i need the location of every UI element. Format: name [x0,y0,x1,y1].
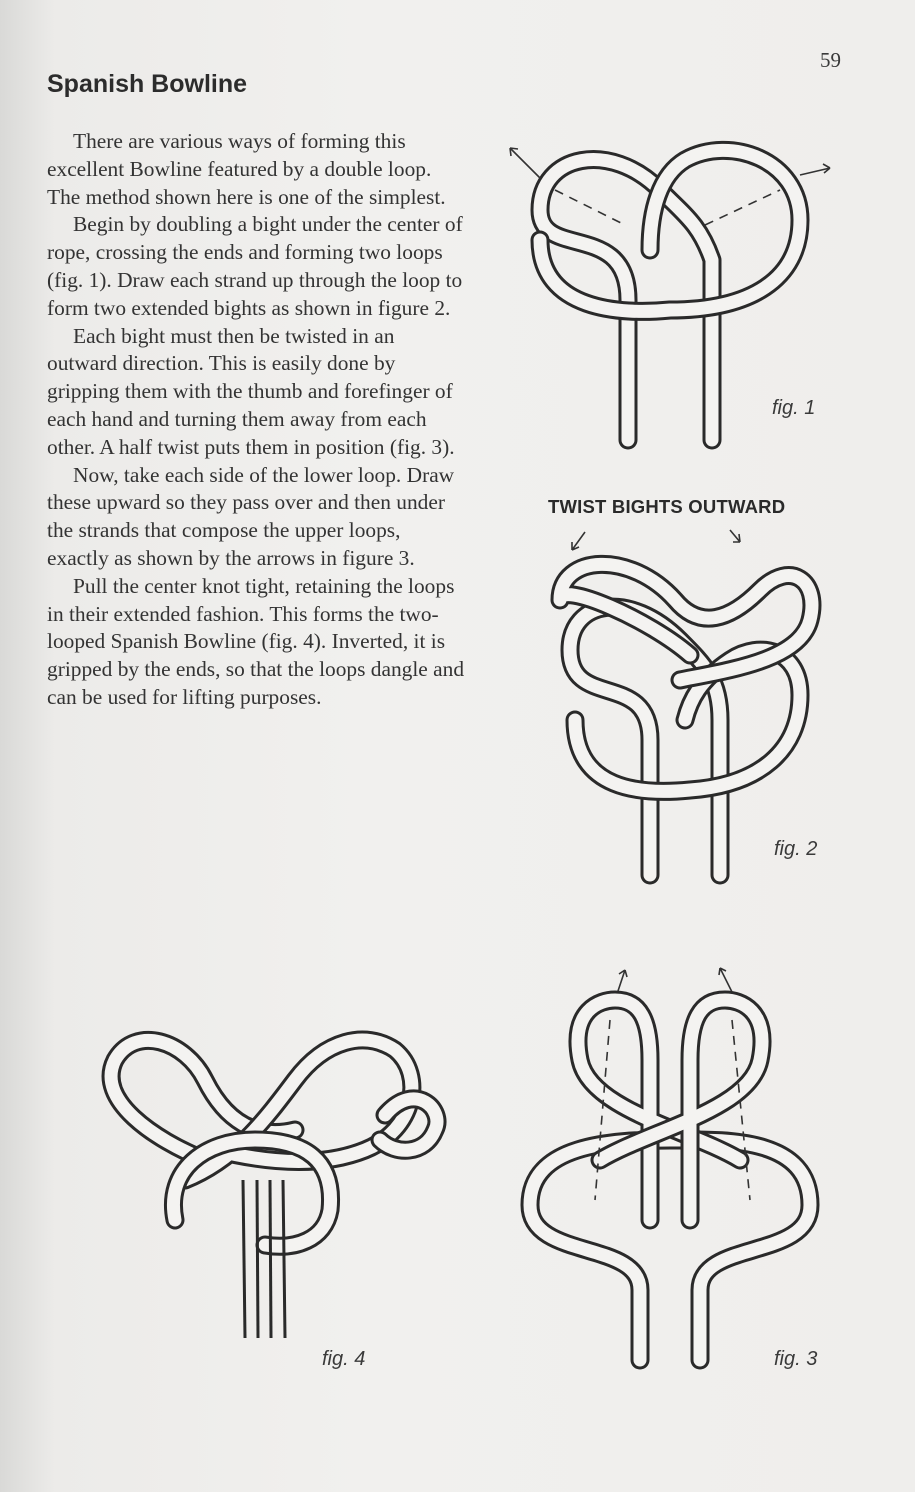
paragraph-1: There are various ways of forming this excellent Bowline featured by a double loop. The method shown here is one of the simplest. [47,129,446,209]
paragraph-5: Pull the center knot tight, retaining the loops in their extended fashion. This forms the two-looped Spanish Bowline (fig. 4). Inverted, it is gripped by the ends, so that the loops dangle and can be used for lifting purposes. [47,573,465,709]
figure-2-rope [560,564,812,875]
body-text [47,128,467,712]
figure-2-label: TWIST BIGHTS OUTWARD [548,496,786,517]
figure-2-caption: fig. 2 [774,838,818,860]
figure-4-caption: fig. 4 [322,1348,366,1370]
figure-3-caption: fig. 3 [774,1348,818,1370]
figure-1-rope [540,150,800,440]
section-title: Spanish Bowline [47,70,248,98]
page-number: 59 [820,48,841,72]
figure-4-illustration [95,1020,455,1350]
figure-1-caption: fig. 1 [772,397,816,419]
paragraph-4: Now, take each side of the lower loop. Draw these upward so they pass over and then under the strands that compose the upper loops, exactly as shown by the arrows in figure 3. [47,462,455,570]
figure-4-rope [111,1040,437,1246]
paragraph-2: Begin by doubling a bight under the center of rope, crossing the ends and forming two loops (fig. 1). Draw each strand up through the loop to form two extended bights as shown in figure 2. [47,212,463,320]
figure-2-illustration [530,520,830,890]
figure-3-illustration [510,960,830,1370]
figure-3-rope [530,1000,810,1360]
paragraph-3: Each bight must then be twisted in an outward direction. This is easily done by gripping them with the thumb and forefinger of each hand and turning them away from each other. A half twist puts them in position (fig. 3). [47,323,455,459]
